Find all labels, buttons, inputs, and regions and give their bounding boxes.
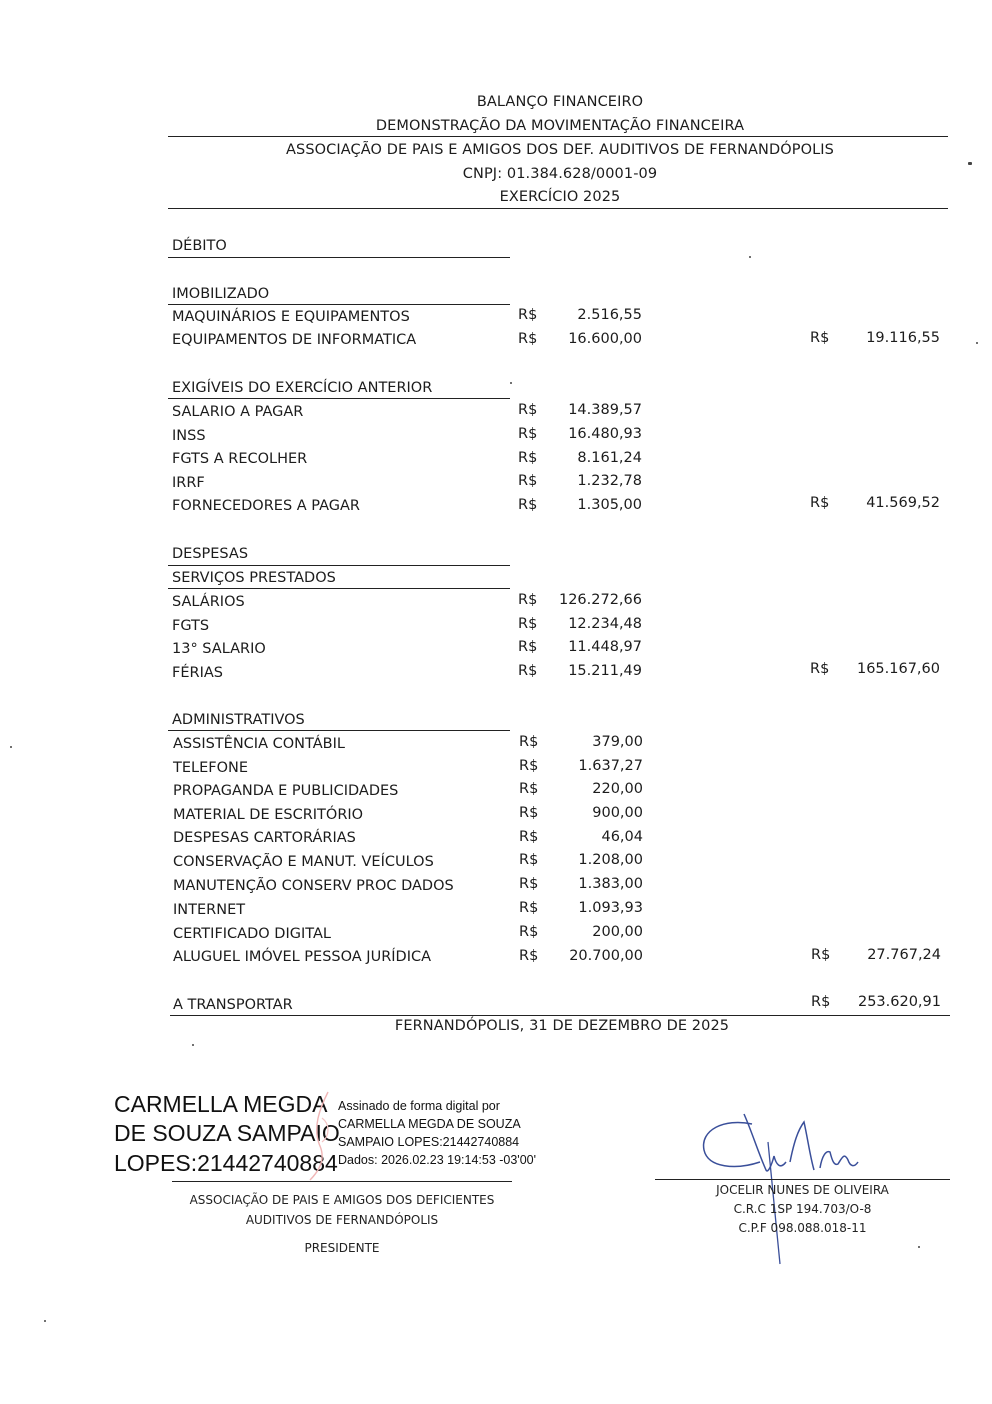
currency-symbol: R$ — [518, 663, 538, 679]
row-label: CERTIFICADO DIGITAL — [173, 926, 331, 942]
row-label: INTERNET — [173, 902, 246, 918]
row-value: 15.211,49 — [568, 663, 642, 679]
accountant-crc: C.R.C 1SP 194.703/O-8 — [733, 1202, 872, 1216]
doc-subtitle: DEMONSTRAÇÃO DA MOVIMENTAÇÃO FINANCEIRA — [375, 118, 745, 134]
signer-name-line1: CARMELLA MEGDA — [114, 1091, 328, 1117]
left-org-line2: AUDITIVOS DE FERNANDÓPOLIS — [245, 1213, 439, 1227]
row-value: 1.232,78 — [577, 473, 642, 489]
row-value: 126.272,66 — [558, 592, 642, 608]
right-signature-line — [655, 1179, 950, 1180]
accountant-cpf: C.P.F 098.088.018-11 — [738, 1221, 867, 1235]
signature-note-line3: SAMPAIO LOPES:21442740884 — [338, 1135, 520, 1149]
row-value: 379,00 — [592, 734, 643, 750]
row-label: EQUIPAMENTOS DE INFORMATICA — [172, 332, 417, 348]
header-rule-top — [168, 136, 948, 137]
signature-scribble-mark — [300, 1088, 340, 1184]
transport-rule — [170, 1015, 950, 1016]
row-value: 1.637,27 — [578, 758, 643, 774]
row-value: 200,00 — [592, 924, 643, 940]
row-label: TELEFONE — [173, 760, 249, 776]
scan-speck — [749, 256, 751, 258]
row-label: CONSERVAÇÃO E MANUT. VEÍCULOS — [173, 854, 434, 870]
scan-speck — [918, 1246, 920, 1248]
row-label: ALUGUEL IMÓVEL PESSOA JURÍDICA — [173, 949, 432, 965]
organization-name: ASSOCIAÇÃO DE PAIS E AMIGOS DOS DEF. AUDITIVOS DE FERNANDÓPOLIS — [286, 142, 834, 158]
group-underline — [168, 588, 510, 589]
row-label: MATERIAL DE ESCRITÓRIO — [173, 807, 364, 823]
group-underline — [168, 565, 510, 566]
group-title-administrativos: ADMINISTRATIVOS — [172, 712, 305, 728]
currency-symbol: R$ — [518, 402, 538, 418]
group-underline — [168, 398, 510, 399]
group-underline — [168, 304, 510, 305]
signature-note-line4: Dados: 2026.02.23 19:14:53 -03'00' — [338, 1153, 536, 1167]
group-total: 27.767,24 — [867, 947, 941, 963]
row-value: 1.305,00 — [577, 497, 642, 513]
group-total: 165.167,60 — [856, 661, 940, 677]
group-subtitle: SERVIÇOS PRESTADOS — [172, 570, 336, 586]
row-value: 12.234,48 — [568, 616, 642, 632]
row-label: DESPESAS CARTORÁRIAS — [173, 830, 356, 846]
row-value: 2.516,55 — [577, 307, 642, 323]
scan-speck — [968, 162, 972, 165]
group-total: 19.116,55 — [866, 330, 940, 346]
currency-symbol: R$ — [518, 639, 538, 655]
row-value: 220,00 — [592, 781, 643, 797]
currency-symbol: R$ — [518, 592, 538, 608]
row-label: SALARIO A PAGAR — [172, 404, 304, 420]
scan-speck — [976, 342, 978, 344]
section-underline — [168, 257, 510, 258]
row-value: 1.208,00 — [578, 852, 643, 868]
row-label: 13° SALARIO — [172, 641, 266, 657]
scan-speck — [192, 1044, 194, 1046]
row-label: FORNECEDORES A PAGAR — [172, 498, 360, 514]
signer-name-line3: LOPES:21442740884 — [114, 1150, 338, 1176]
row-value: 8.161,24 — [577, 450, 642, 466]
row-value: 14.389,57 — [568, 402, 642, 418]
scan-speck — [510, 382, 512, 384]
currency-symbol: R$ — [811, 947, 831, 963]
currency-symbol: R$ — [519, 948, 539, 964]
group-underline — [168, 730, 510, 731]
signature-note-line2: CARMELLA MEGDA DE SOUZA — [338, 1117, 521, 1131]
currency-symbol: R$ — [519, 900, 539, 916]
currency-symbol: R$ — [518, 426, 538, 442]
row-label: MANUTENÇÃO CONSERV PROC DADOS — [173, 878, 454, 894]
doc-title: BALANÇO FINANCEIRO — [476, 94, 644, 110]
scan-speck — [10, 746, 12, 748]
header-rule-bottom — [168, 208, 948, 209]
currency-symbol: R$ — [519, 734, 539, 750]
group-title-despesas: DESPESAS — [172, 546, 249, 562]
accountant-name: JOCELIR NUNES DE OLIVEIRA — [716, 1183, 889, 1197]
row-label: IRRF — [172, 475, 205, 491]
transport-total: 253.620,91 — [857, 994, 941, 1010]
left-role: PRESIDENTE — [304, 1241, 380, 1255]
row-value: 1.383,00 — [578, 876, 643, 892]
currency-symbol: R$ — [519, 781, 539, 797]
left-org-line1: ASSOCIAÇÃO DE PAIS E AMIGOS DOS DEFICIENTES — [189, 1193, 495, 1207]
cnpj: CNPJ: 01.384.628/0001-09 — [462, 166, 658, 182]
row-label: FGTS A RECOLHER — [172, 451, 308, 467]
currency-symbol: R$ — [519, 852, 539, 868]
row-label: SALÁRIOS — [172, 594, 245, 610]
place-date: FERNANDÓPOLIS, 31 DE DEZEMBRO DE 2025 — [394, 1018, 730, 1034]
row-value: 16.600,00 — [568, 331, 642, 347]
row-value: 20.700,00 — [569, 948, 643, 964]
signer-name-line2: DE SOUZA SAMPAIO — [114, 1120, 340, 1146]
row-label: INSS — [172, 428, 206, 444]
currency-symbol: R$ — [810, 495, 830, 511]
row-value: 16.480,93 — [568, 426, 642, 442]
row-label: FGTS — [172, 618, 210, 634]
currency-symbol: R$ — [518, 616, 538, 632]
currency-symbol: R$ — [519, 758, 539, 774]
scan-speck — [44, 1320, 46, 1322]
currency-symbol: R$ — [518, 450, 538, 466]
currency-symbol: R$ — [811, 994, 831, 1010]
row-label: FÉRIAS — [172, 665, 223, 681]
row-label: PROPAGANDA E PUBLICIDADES — [173, 783, 399, 799]
left-signature-line — [172, 1181, 512, 1182]
currency-symbol: R$ — [519, 805, 539, 821]
currency-symbol: R$ — [518, 307, 538, 323]
row-label: ASSISTÊNCIA CONTÁBIL — [173, 736, 345, 752]
group-title-imobilizado: IMOBILIZADO — [172, 286, 270, 302]
currency-symbol: R$ — [518, 473, 538, 489]
group-total: 41.569,52 — [866, 495, 940, 511]
currency-symbol: R$ — [519, 924, 539, 940]
signature-note-line1: Assinado de forma digital por — [338, 1099, 500, 1113]
fiscal-year: EXERCÍCIO 2025 — [499, 189, 621, 205]
row-value: 1.093,93 — [578, 900, 643, 916]
currency-symbol: R$ — [518, 331, 538, 347]
row-value: 900,00 — [592, 805, 643, 821]
currency-symbol: R$ — [810, 330, 830, 346]
row-value: 46,04 — [601, 829, 643, 845]
currency-symbol: R$ — [519, 829, 539, 845]
transport-label: A TRANSPORTAR — [173, 997, 293, 1013]
group-title-exigiveis: EXIGÍVEIS DO EXERCÍCIO ANTERIOR — [172, 380, 433, 396]
currency-symbol: R$ — [519, 876, 539, 892]
section-title: DÉBITO — [172, 238, 227, 254]
row-value: 11.448,97 — [568, 639, 642, 655]
currency-symbol: R$ — [518, 497, 538, 513]
currency-symbol: R$ — [810, 661, 830, 677]
row-label: MAQUINÁRIOS E EQUIPAMENTOS — [172, 309, 410, 325]
